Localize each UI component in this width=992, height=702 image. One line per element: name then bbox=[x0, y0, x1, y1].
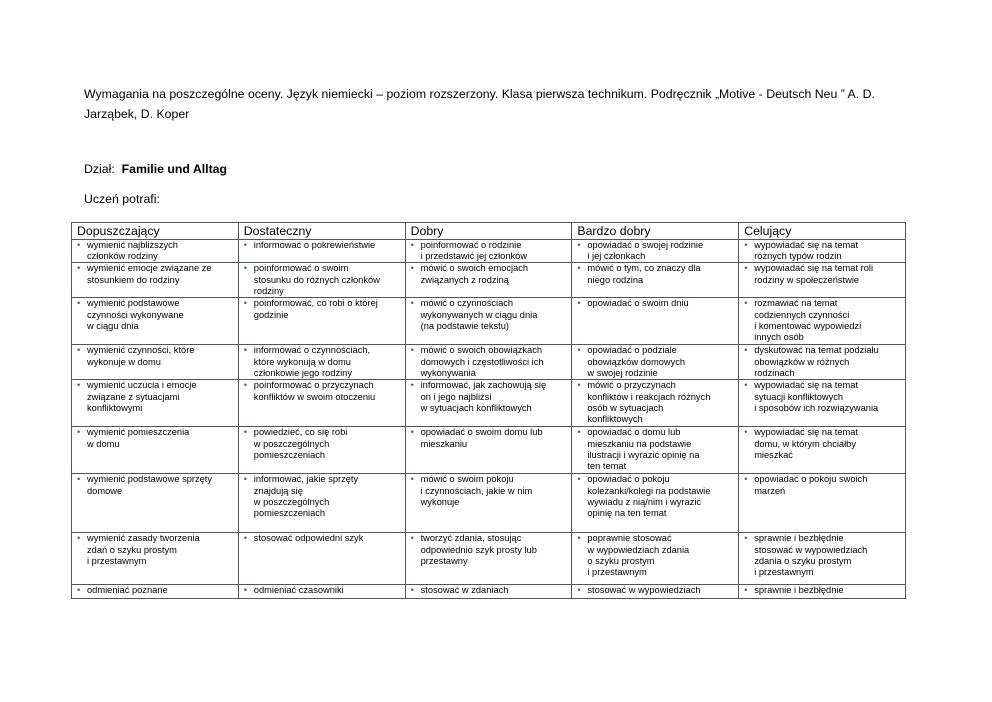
header-bardzo-dobry: Bardzo dobry bbox=[572, 223, 739, 240]
table-cell bbox=[238, 585, 405, 599]
table-cell bbox=[739, 474, 906, 533]
requirement-text: • dyskutować na temat podziału obowiązków w różnych rodzinach bbox=[742, 345, 902, 379]
table-cell bbox=[72, 585, 239, 599]
table-cell bbox=[238, 263, 405, 298]
requirement-text: • poinformować o swoim stosunku do różnych członków rodziny bbox=[242, 263, 402, 297]
requirement-text: • opowiadać o swojej rodzinie i jej członkach bbox=[575, 240, 735, 262]
table-cell bbox=[572, 585, 739, 599]
requirement-text: • wymienić podstawowe czynności wykonywane w ciągu dnia bbox=[75, 298, 235, 332]
table-cell bbox=[572, 263, 739, 298]
table-cell bbox=[72, 240, 239, 263]
requirement-text: • opowiadać o domu lub mieszkaniu na podstawie ilustracji i wyrazić opinię na ten temat bbox=[575, 427, 735, 472]
table-cell bbox=[405, 474, 572, 533]
table-cell bbox=[572, 345, 739, 380]
requirement-text: • odmieniać poznane bbox=[75, 585, 235, 596]
table-row bbox=[72, 427, 906, 474]
table-cell bbox=[572, 427, 739, 474]
requirement-text: • wymienić zasady tworzenia zdań o szyku prostym i przestawnym bbox=[75, 533, 235, 567]
requirement-text: • informować o pokrewieństwie bbox=[242, 240, 402, 251]
table-cell bbox=[405, 298, 572, 345]
requirement-text: • powiedzieć, co się robi w poszczególnych pomieszczeniach bbox=[242, 427, 402, 461]
requirement-text: • odmieniać czasowniki bbox=[242, 585, 402, 596]
document-intro: Wymagania na poszczególne oceny. Język niemiecki – poziom rozszerzony. Klasa pierwsza technikum. Podręcznik „Motive - Deutsch Neu ” A. D. Jarząbek, D. Koper bbox=[84, 87, 875, 121]
requirement-text: • wymienić najbliższych członków rodziny bbox=[75, 240, 235, 262]
table-cell bbox=[739, 240, 906, 263]
requirement-text: • wymienić emocje związane ze stosunkiem do rodziny bbox=[75, 263, 235, 285]
table-row bbox=[72, 345, 906, 380]
requirement-text: • stosować odpowiedni szyk bbox=[242, 533, 402, 544]
table-cell bbox=[72, 380, 239, 427]
requirement-text: • opowiadać o swoim dniu bbox=[575, 298, 735, 309]
table-row bbox=[72, 263, 906, 298]
table-cell bbox=[72, 345, 239, 380]
table-cell bbox=[72, 298, 239, 345]
requirement-text: • opowiadać o pokoju koleżanki/kolegi na podstawie wywiadu z nią/nim i wyrazić opinię na ten temat bbox=[575, 474, 735, 519]
table-cell bbox=[405, 240, 572, 263]
table-cell bbox=[405, 533, 572, 585]
requirement-text: • wymienić czynności, które wykonuje w domu bbox=[75, 345, 235, 367]
table-cell bbox=[572, 533, 739, 585]
header-dobry: Dobry bbox=[405, 223, 572, 240]
student-can-label: Uczeń potrafi: bbox=[84, 192, 160, 206]
table-cell bbox=[238, 474, 405, 533]
table-cell bbox=[739, 380, 906, 427]
requirement-text: • wypowiadać się na temat roli rodziny w społeczeństwie bbox=[742, 263, 902, 285]
table-cell bbox=[572, 380, 739, 427]
table-cell bbox=[572, 240, 739, 263]
header-dopuszczajacy: Dopuszczający bbox=[72, 223, 239, 240]
table-row bbox=[72, 474, 906, 533]
requirement-text: • mówić o swoich emocjach związanych z rodziną bbox=[409, 263, 569, 285]
table-cell bbox=[72, 474, 239, 533]
table-cell bbox=[405, 427, 572, 474]
table-cell bbox=[739, 345, 906, 380]
requirement-text: • opowiadać o podziale obowiązków domowych w swojej rodzinie bbox=[575, 345, 735, 379]
requirement-text: • informować, jakie sprzęty znajdują się w poszczególnych pomieszczeniach bbox=[242, 474, 402, 519]
table-row bbox=[72, 585, 906, 599]
table-row bbox=[72, 533, 906, 585]
table-cell bbox=[572, 474, 739, 533]
requirement-text: • mówić o przyczynach konfliktów i reakcjach różnych osób w sytuacjach konfliktowych bbox=[575, 380, 735, 425]
requirement-text: • informować o czynnościach, które wykonują w domu członkowie jego rodziny bbox=[242, 345, 402, 379]
requirement-text: • informować, jak zachowują się on i jego najbliżsi w sytuacjach konfliktowych bbox=[409, 380, 569, 414]
table-row bbox=[72, 240, 906, 263]
requirement-text: • opowiadać o swoim domu lub mieszkaniu bbox=[409, 427, 569, 449]
requirement-text: • tworzyć zdania, stosując odpowiednio szyk prosty lub przestawny bbox=[409, 533, 569, 567]
table-cell bbox=[739, 585, 906, 599]
table-cell bbox=[238, 380, 405, 427]
table-cell bbox=[739, 427, 906, 474]
section-heading bbox=[84, 162, 227, 176]
table-cell bbox=[572, 298, 739, 345]
table-cell bbox=[405, 345, 572, 380]
requirement-text: • mówić o tym, co znaczy dla niego rodzina bbox=[575, 263, 735, 285]
table-header-row bbox=[72, 223, 906, 240]
requirement-text: • wymienić podstawowe sprzęty domowe bbox=[75, 474, 235, 496]
table-cell bbox=[405, 585, 572, 599]
requirement-text: • stosować w wypowiedziach bbox=[575, 585, 735, 596]
table-cell bbox=[72, 263, 239, 298]
requirement-text: • wymienić pomieszczenia w domu bbox=[75, 427, 235, 449]
requirement-text: • poinformować o rodzinie i przedstawić jej członków bbox=[409, 240, 569, 262]
requirement-text: • sprawnie i bezbłędnie bbox=[742, 585, 902, 596]
table-cell bbox=[739, 263, 906, 298]
table-cell bbox=[238, 240, 405, 263]
requirement-text: • wypowiadać się na temat różnych typów rodzin bbox=[742, 240, 902, 262]
table-cell bbox=[238, 427, 405, 474]
requirement-text: • mówić o swoich obowiązkach domowych i częstotliwości ich wykonywania bbox=[409, 345, 569, 379]
requirement-text: • wypowiadać się na temat domu, w którym chciałby mieszkać bbox=[742, 427, 902, 461]
table-row bbox=[72, 298, 906, 345]
table-cell bbox=[72, 533, 239, 585]
requirement-text: • wymienić uczucia i emocje związane z sytuacjami konfliktowymi bbox=[75, 380, 235, 414]
header-celujacy: Celujący bbox=[739, 223, 906, 240]
table-cell bbox=[72, 427, 239, 474]
table-row bbox=[72, 380, 906, 427]
requirement-text: • rozmawiać na temat codziennych czynności i komentować wypowiedzi innych osób bbox=[742, 298, 902, 343]
requirement-text: • poprawnie stosować w wypowiedziach zdania o szyku prostym i przestawnym bbox=[575, 533, 735, 578]
table-cell bbox=[739, 533, 906, 585]
header-dostateczny: Dostateczny bbox=[238, 223, 405, 240]
table-cell bbox=[238, 533, 405, 585]
requirements-table bbox=[71, 222, 906, 599]
requirement-text: • mówić o swoim pokoju i czynnościach, jakie w nim wykonuje bbox=[409, 474, 569, 508]
table-cell bbox=[238, 345, 405, 380]
requirement-text: • sprawnie i bezbłędnie stosować w wypowiedziach zdania o szyku prostym i przestawnym bbox=[742, 533, 902, 578]
requirement-text: • mówić o czynnościach wykonywanych w ciągu dnia (na podstawie tekstu) bbox=[409, 298, 569, 332]
table-cell bbox=[238, 298, 405, 345]
requirement-text: • opowiadać o pokoju swoich marzeń bbox=[742, 474, 902, 496]
section-title: Familie und Alltag bbox=[121, 162, 228, 176]
table-cell bbox=[739, 298, 906, 345]
table-cell bbox=[405, 263, 572, 298]
table-cell bbox=[405, 380, 572, 427]
requirement-text: • wypowiadać się na temat sytuacji konfliktowych i sposobów ich rozwiązywania bbox=[742, 380, 902, 414]
requirement-text: • poinformować o przyczynach konfliktów w swoim otoczeniu bbox=[242, 380, 402, 402]
section-label: Dział: bbox=[84, 162, 115, 176]
requirement-text: • poinformować, co robi o której godzinie bbox=[242, 298, 402, 320]
requirement-text: • stosować w zdaniach bbox=[409, 585, 569, 596]
